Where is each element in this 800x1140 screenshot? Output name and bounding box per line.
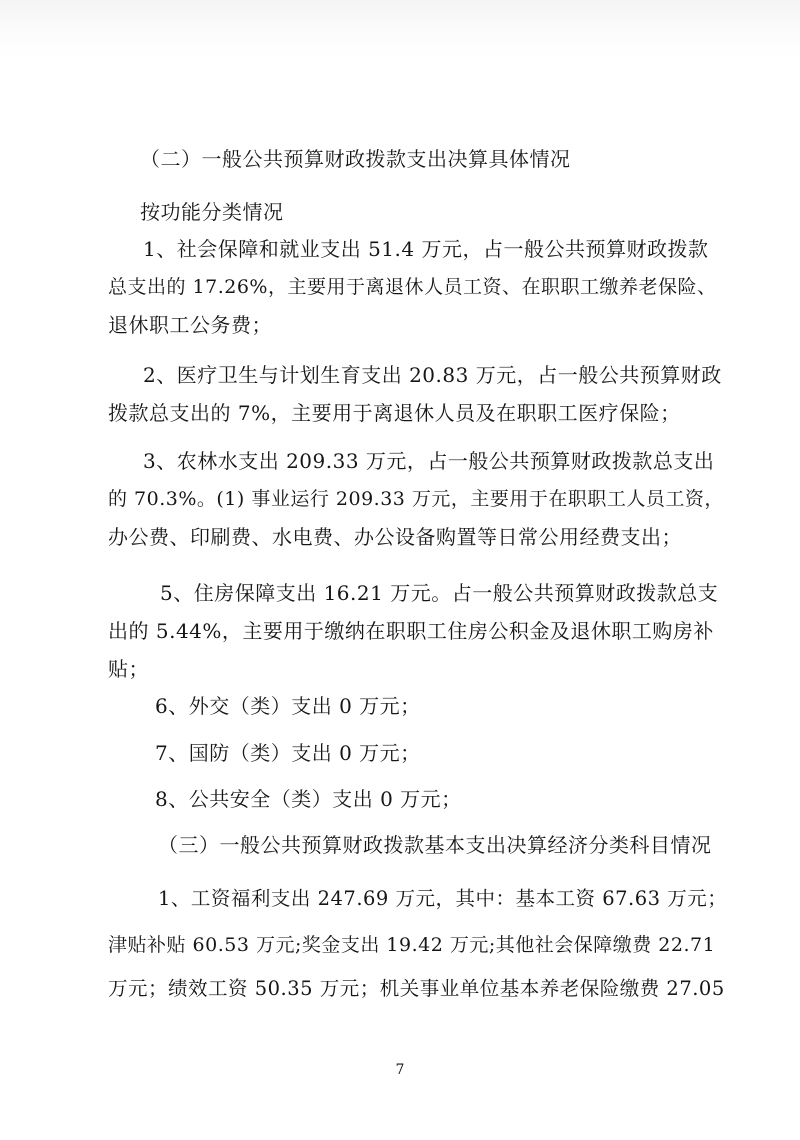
- item-1-line-2: 总支出的 17.26%，主要用于离退休人员工资、在职职工缴养老保险、: [108, 276, 717, 298]
- item-3-line-1: 3、农林水支出 209.33 万元，占一般公共预算财政拨款总支出: [143, 449, 715, 473]
- item-1-line-1: 1、社会保障和就业支出 51.4 万元，占一般公共预算财政拨款: [143, 237, 709, 261]
- item-7: 7、国防（类）支出 0 万元；: [155, 741, 421, 765]
- item-1-line-3: 退休职工公务费；: [108, 313, 272, 337]
- item-3-line-2: 的 70.3%。(1) 事业运行 209.33 万元，主要用于在职职工人员工资，: [108, 488, 724, 510]
- section-3-item-1-line-1: 1、工资福利支出 247.69 万元，其中：基本工资 67.63 万元；: [158, 887, 728, 910]
- item-5-line-2: 出的 5.44%，主要用于缴纳在职职工住房公积金及退休职工购房补: [108, 619, 714, 643]
- item-5-line-1: 5、住房保障支出 16.21 万元。占一般公共预算财政拨款总支: [160, 581, 719, 605]
- section-2-heading: （二）一般公共预算财政拨款支出决算具体情况: [140, 147, 571, 171]
- item-6: 6、外交（类）支出 0 万元；: [155, 694, 421, 718]
- item-8: 8、公共安全（类）支出 0 万元；: [155, 787, 462, 811]
- item-3-line-3: 办公费、印刷费、水电费、办公设备购置等日常公用经费支出；: [108, 525, 682, 549]
- item-5-line-3: 贴；: [108, 657, 149, 681]
- page-number: 7: [395, 1062, 405, 1078]
- section-2-subheading: 按功能分类情况: [140, 200, 284, 224]
- section-3-item-1-line-2: 津贴补贴 60.53 万元;奖金支出 19.42 万元;其他社会保障缴费 22.71: [108, 934, 716, 956]
- section-3-item-1-line-3: 万元；绩效工资 50.35 万元；机关事业单位基本养老保险缴费 27.05: [108, 977, 725, 1000]
- item-2-line-1: 2、医疗卫生与计划生育支出 20.83 万元，占一般公共预算财政: [143, 363, 722, 387]
- item-2-line-2: 拨款总支出的 7%，主要用于离退休人员及在职职工医疗保险；: [108, 401, 681, 425]
- section-3-heading: （三）一般公共预算财政拨款基本支出决算经济分类科目情况: [158, 833, 712, 857]
